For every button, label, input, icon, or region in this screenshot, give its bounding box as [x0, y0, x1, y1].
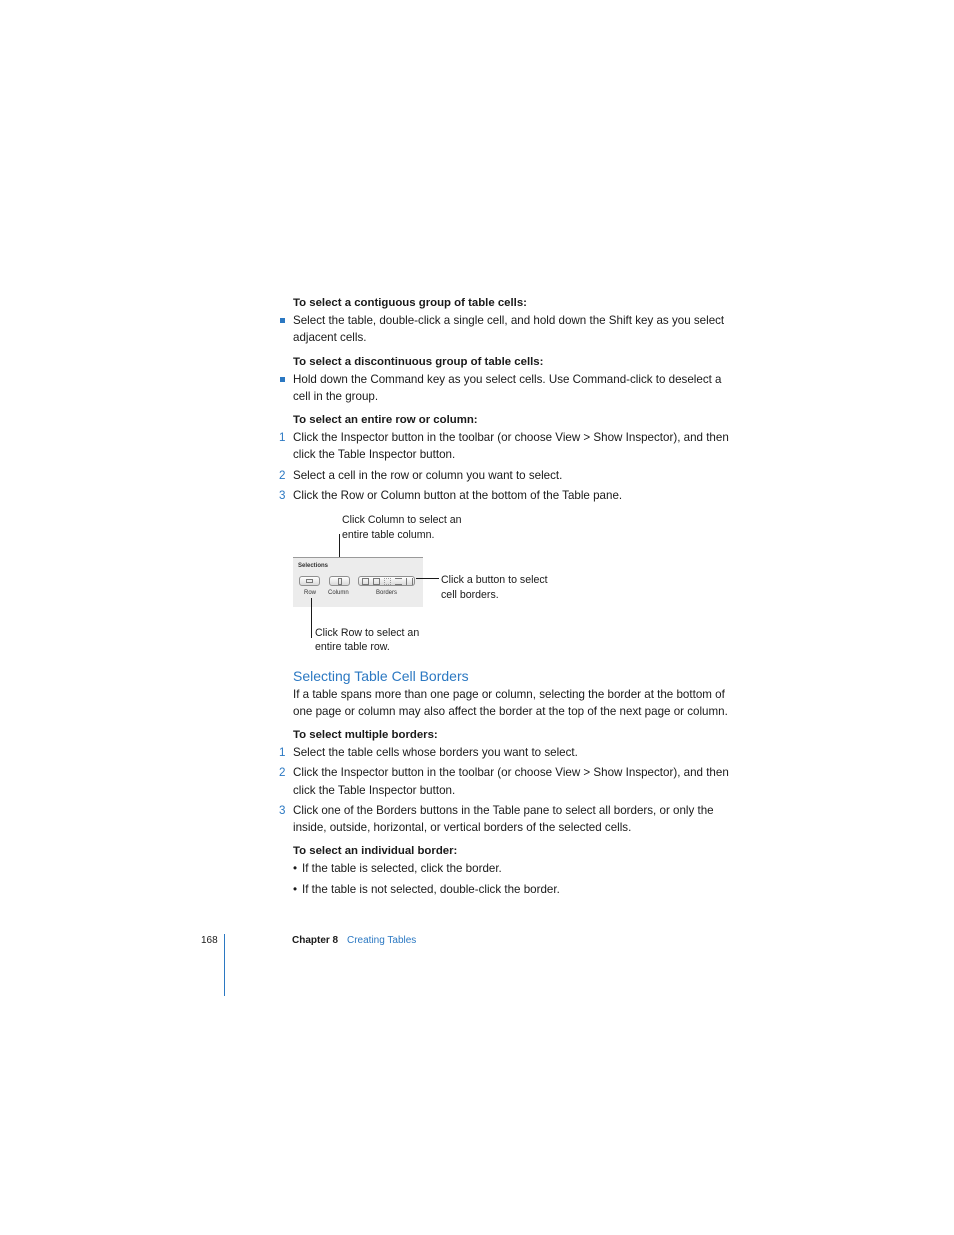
vertical-borders-icon[interactable] — [406, 578, 413, 585]
mb-step-2-line-1: Click the Inspector button in the toolbar (or choose View > Show Inspector), and then — [293, 766, 729, 779]
step-number: 2 — [279, 469, 286, 482]
outside-borders-icon[interactable] — [384, 578, 391, 585]
mb-step-1-line-1: Select the table cells whose borders you want to select. — [293, 746, 578, 759]
intro-line-1: If a table spans more than one page or column, selecting the border at the bottom of — [293, 688, 725, 701]
step-number: 3 — [279, 804, 286, 817]
panel-title: Selections — [298, 563, 329, 569]
callout-column-line-2: entire table column. — [342, 529, 435, 541]
section-title: Selecting Table Cell Borders — [293, 668, 469, 684]
callout-line-borders — [416, 578, 439, 579]
step-number: 3 — [279, 489, 286, 502]
step-2-line-1: Select a cell in the row or column you want to select. — [293, 469, 563, 482]
individual-bullet-2: If the table is not selected, double-click the border. — [302, 883, 560, 896]
column-icon — [338, 578, 342, 585]
callout-column-line-1: Click Column to select an — [342, 514, 462, 526]
individual-bullet-1: If the table is selected, click the border. — [302, 862, 502, 875]
borders-label: Borders — [376, 590, 398, 596]
row-icon — [306, 579, 313, 583]
selections-panel — [293, 557, 423, 607]
footer-rule — [224, 934, 225, 996]
bullet-square-icon — [280, 318, 285, 323]
step-number: 2 — [279, 766, 286, 779]
column-label: Column — [328, 590, 349, 596]
footer-chapter: Chapter 8 — [292, 935, 339, 946]
horizontal-borders-icon[interactable] — [395, 578, 402, 585]
step-number: 1 — [279, 431, 286, 444]
all-borders-icon[interactable] — [362, 578, 369, 585]
callout-borders-line-2: cell borders. — [441, 589, 499, 601]
bullet-dot-icon: • — [293, 862, 298, 875]
contiguous-line-2: adjacent cells. — [293, 331, 367, 344]
discontinuous-line-2: cell in the group. — [293, 390, 379, 403]
mb-step-3-line-1: Click one of the Borders buttons in the Table pane to select all borders, or only the — [293, 804, 714, 817]
intro-line-2: one page or column may also affect the border at the top of the next page or column. — [293, 705, 728, 718]
discontinuous-line-1: Hold down the Command key as you select cells. Use Command-click to deselect a — [293, 373, 722, 386]
callout-line-row — [311, 598, 312, 638]
mb-step-2-line-2: click the Table Inspector button. — [293, 784, 456, 797]
bullet-dot-icon: • — [293, 883, 298, 896]
inside-borders-icon[interactable] — [373, 578, 380, 585]
heading-contiguous: To select a contiguous group of table cells: — [293, 297, 527, 309]
column-button[interactable] — [329, 576, 350, 586]
step-1-line-1: Click the Inspector button in the toolbar (or choose View > Show Inspector), and then — [293, 431, 729, 444]
mb-step-3-line-2: inside, outside, horizontal, or vertical borders of the selected cells. — [293, 821, 632, 834]
heading-row-column: To select an entire row or column: — [293, 414, 478, 426]
heading-discontinuous: To select a discontinuous group of table cells: — [293, 356, 544, 368]
callout-row-line-1: Click Row to select an — [315, 627, 420, 639]
bullet-square-icon — [280, 377, 285, 382]
callout-borders-line-1: Click a button to select — [441, 574, 548, 586]
callout-row-line-2: entire table row. — [315, 641, 390, 653]
step-1-line-2: click the Table Inspector button. — [293, 448, 456, 461]
step-number: 1 — [279, 746, 286, 759]
page-number: 168 — [201, 935, 218, 946]
heading-individual-border: To select an individual border: — [293, 845, 458, 857]
footer-chapter-title[interactable]: Creating Tables — [347, 935, 417, 946]
row-button[interactable] — [299, 576, 320, 586]
heading-multiple-borders: To select multiple borders: — [293, 729, 438, 741]
step-3-line-1: Click the Row or Column button at the bottom of the Table pane. — [293, 489, 623, 502]
contiguous-line-1: Select the table, double-click a single cell, and hold down the Shift key as you select — [293, 314, 725, 327]
row-label: Row — [304, 590, 317, 596]
borders-button-group[interactable] — [358, 576, 415, 586]
